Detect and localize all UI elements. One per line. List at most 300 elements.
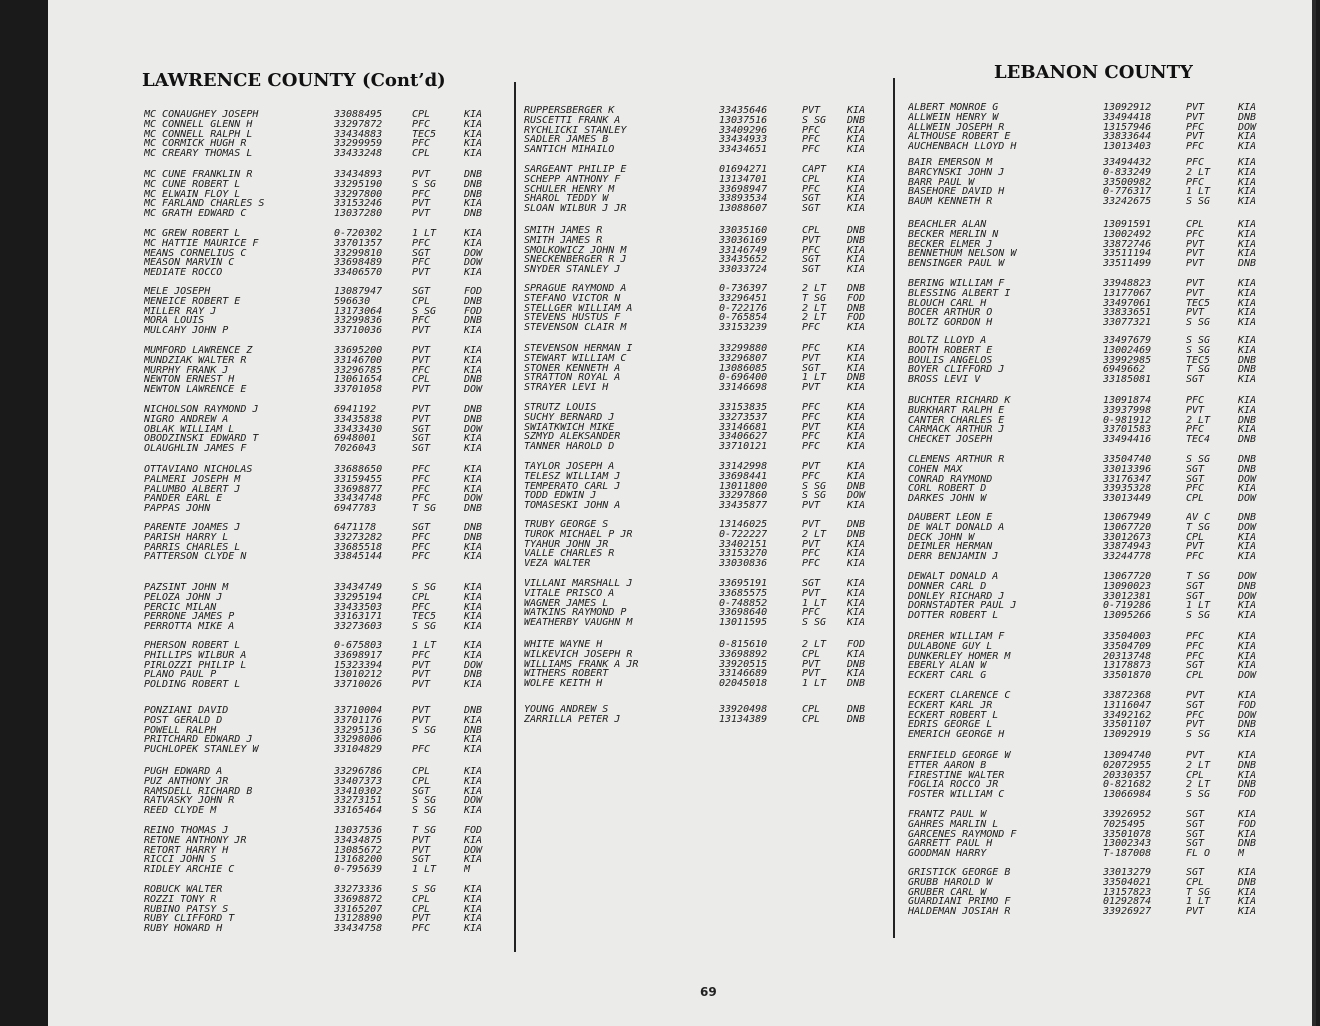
service-number: 33710004 — [334, 706, 383, 716]
soldier-name: GUARDIANI PRIMO F — [908, 897, 1011, 908]
soldier-name: FOSTER WILLIAM C — [908, 790, 1005, 801]
casualty-status: DNB — [1238, 455, 1257, 465]
service-number: 33153835 — [719, 403, 768, 413]
service-number: 13066984 — [1103, 790, 1152, 801]
casualty-status: FOD — [847, 313, 866, 324]
rank: S SG — [412, 725, 437, 736]
rank: SGT — [1186, 464, 1205, 475]
soldier-name: STEVENS HUSTUS F — [524, 313, 621, 324]
service-number: 33710121 — [719, 442, 768, 453]
casualty-status: KIA — [464, 650, 483, 661]
soldier-name: OBODZINSKI EDWARD T — [144, 434, 259, 445]
casualty-status: DNB — [847, 714, 866, 725]
service-number: 33701058 — [334, 385, 383, 396]
casualty-status: DNB — [1238, 780, 1257, 791]
casualty-status: DOW — [1238, 671, 1257, 682]
casualty-status: DNB — [847, 529, 866, 540]
casualty-status: DOW — [847, 491, 866, 502]
casualty-status: KIA — [464, 326, 483, 337]
soldier-name: PUCHLOPEK STANLEY W — [144, 745, 259, 756]
rank: PVT — [412, 414, 431, 425]
soldier-name: BOLTZ LLOYD A — [908, 336, 987, 346]
rank: 2 LT — [802, 529, 827, 540]
soldier-name: RUSCETTI FRANK A — [524, 115, 621, 126]
rank: PVT — [412, 845, 431, 856]
soldier-name: VEZA WALTER — [524, 559, 591, 570]
rank: PFC — [412, 365, 431, 376]
casualty-status: KIA — [464, 110, 483, 120]
soldier-name: CONRAD RAYMOND — [908, 474, 993, 485]
soldier-name: NIGRO ANDREW A — [144, 414, 229, 425]
soldier-name: MEASON MARVIN C — [144, 258, 235, 269]
rank: PFC — [802, 403, 821, 413]
soldier-name: BUCHTER RICHARD K — [908, 396, 1011, 406]
casualty-status: KIA — [1238, 158, 1257, 168]
rank: T SG — [1186, 572, 1211, 582]
service-number: 13134389 — [719, 714, 768, 725]
soldier-name: BENSINGER PAUL W — [908, 259, 1005, 270]
soldier-name: PIRLOZZI PHILIP L — [144, 660, 247, 671]
soldier-name: MENEICE ROBERT E — [144, 296, 241, 307]
soldier-name: CARMACK ARTHUR J — [908, 425, 1005, 436]
rank: 1 LT — [802, 373, 827, 384]
service-number: 33185081 — [1103, 375, 1152, 386]
casualty-status: DOW — [1238, 591, 1257, 602]
service-number: 33833644 — [1103, 132, 1152, 143]
casualty-status: KIA — [1238, 197, 1257, 208]
casualty-status: KIA — [464, 622, 483, 633]
service-number: 0-736397 — [719, 284, 768, 294]
casualty-status: KIA — [464, 641, 483, 651]
service-number: 6949662 — [1103, 365, 1146, 376]
service-number: 6471178 — [334, 523, 377, 533]
service-number: 20330357 — [1103, 770, 1152, 781]
soldier-name: DONNER CARL D — [908, 581, 987, 592]
casualty-status: KIA — [464, 904, 483, 915]
casualty-status: KIA — [847, 501, 866, 512]
rank: CPL — [412, 375, 431, 386]
casualty-status: KIA — [1238, 730, 1257, 741]
soldier-name: EMERICH GEORGE H — [908, 730, 1005, 741]
rank: S SG — [802, 481, 827, 492]
service-number: 33434651 — [719, 145, 768, 156]
soldier-name: SUCHY BERNARD J — [524, 412, 615, 423]
casualty-status: KIA — [847, 412, 866, 423]
soldier-name: MURPHY FRANK J — [144, 365, 229, 376]
service-number: 33688650 — [334, 465, 383, 475]
service-number: 33433430 — [334, 424, 383, 435]
service-number: 33695200 — [334, 346, 383, 356]
service-number: 13085672 — [334, 845, 383, 856]
soldier-name: MELE JOSEPH — [144, 287, 211, 297]
rank: S SG — [412, 583, 437, 593]
service-number: 33434758 — [334, 924, 383, 935]
soldier-name: TAYLOR JOSEPH A — [524, 462, 615, 472]
service-number: 13067949 — [1103, 513, 1152, 523]
rank: FL O — [1186, 849, 1211, 860]
service-number: 01694271 — [719, 165, 768, 175]
rank: PFC — [412, 465, 431, 475]
casualty-status: KIA — [464, 776, 483, 787]
soldier-name: CANTER CHARLES E — [908, 415, 1005, 426]
rank: PFC — [412, 602, 431, 613]
casualty-status: DNB — [1238, 839, 1257, 850]
service-number: 33410302 — [334, 786, 383, 797]
casualty-status: KIA — [847, 106, 866, 116]
rank: PFC — [412, 542, 431, 553]
soldier-name: ALBERT MONROE G — [908, 103, 999, 113]
casualty-status: FOD — [1238, 700, 1257, 711]
service-number: 13002492 — [1103, 229, 1152, 240]
soldier-name: MC GREW ROBERT L — [144, 229, 241, 239]
column-divider-right — [893, 78, 895, 938]
service-number: 0-821682 — [1103, 780, 1152, 791]
service-number: 33273151 — [334, 796, 383, 807]
rank: PFC — [412, 924, 431, 935]
casualty-status: DNB — [847, 520, 866, 530]
soldier-name: VILLANI MARSHALL J — [524, 579, 633, 589]
service-number: 33142998 — [719, 462, 768, 472]
casualty-status: KIA — [464, 745, 483, 756]
service-number: 33153246 — [334, 199, 383, 210]
rank: 2 LT — [802, 313, 827, 324]
soldier-name: REINO THOMAS J — [144, 826, 229, 836]
casualty-status: KIA — [847, 442, 866, 453]
service-number: 13091591 — [1103, 220, 1152, 230]
service-number: 33701357 — [334, 238, 383, 249]
casualty-status: KIA — [1238, 239, 1257, 250]
soldier-name: BENNETHUM NELSON W — [908, 249, 1017, 260]
casualty-status: KIA — [1238, 336, 1257, 346]
casualty-status: DNB — [464, 170, 483, 180]
service-number: 13134701 — [719, 174, 768, 185]
rank: PFC — [1186, 710, 1205, 721]
soldier-name: PONZIANI DAVID — [144, 706, 229, 716]
service-number: 33297800 — [334, 189, 383, 200]
service-number: 33153239 — [719, 323, 768, 334]
soldier-name: TEMPERATO CARL J — [524, 481, 621, 492]
casualty-status: KIA — [1238, 167, 1257, 178]
casualty-status: KIA — [1238, 396, 1257, 406]
rank: PVT — [1186, 112, 1205, 123]
rank: S SG — [1186, 197, 1211, 208]
soldier-name: OTTAVIANO NICHOLAS — [144, 465, 253, 475]
rank: PFC — [802, 412, 821, 423]
casualty-status: KIA — [847, 669, 866, 680]
service-number: 33297872 — [334, 119, 383, 130]
rank: PFC — [412, 494, 431, 505]
casualty-status: DNB — [1238, 760, 1257, 771]
soldier-name: MORA LOUIS — [144, 316, 205, 327]
soldier-name: MC CREARY THOMAS L — [144, 149, 253, 160]
soldier-name: PRITCHARD EDWARD J — [144, 735, 253, 746]
service-number: 33435838 — [334, 414, 383, 425]
soldier-name: RETONE ANTHONY JR — [144, 835, 247, 846]
soldier-name: EDRIS GEORGE L — [908, 720, 993, 731]
soldier-name: PALUMBO ALBERT J — [144, 484, 241, 495]
rank: CPL — [1186, 494, 1205, 505]
rank: CPL — [412, 904, 431, 915]
soldier-name: ROZZI TONY R — [144, 894, 217, 905]
rank: PVT — [412, 706, 431, 716]
service-number: 0-795639 — [334, 865, 383, 876]
casualty-status: DNB — [464, 523, 483, 533]
service-number: 33926952 — [1103, 810, 1152, 820]
casualty-status: DOW — [464, 424, 483, 435]
rank: PFC — [802, 471, 821, 482]
service-number: 33492162 — [1103, 710, 1152, 721]
service-number: 33698640 — [719, 608, 768, 619]
rank: PVT — [412, 199, 431, 210]
service-number: 33273603 — [334, 622, 383, 633]
soldier-name: NICHOLSON RAYMOND J — [144, 405, 259, 415]
casualty-status: KIA — [1238, 308, 1257, 319]
service-number: 33433248 — [334, 149, 383, 160]
service-number: 33296807 — [719, 353, 768, 364]
service-number: 33511194 — [1103, 249, 1152, 260]
soldier-name: PERROTTA MIKE A — [144, 622, 235, 633]
rank: PFC — [802, 184, 821, 195]
soldier-name: STEWART WILLIAM C — [524, 353, 627, 364]
casualty-status: DNB — [464, 296, 483, 307]
rank: PFC — [1186, 142, 1205, 153]
rank: PVT — [802, 539, 821, 550]
service-number: 33501107 — [1103, 720, 1152, 731]
rank: PVT — [802, 588, 821, 599]
soldier-name: BOLTZ GORDON H — [908, 318, 993, 329]
soldier-name: GAHRES MARLIN L — [908, 819, 999, 830]
casualty-status: DOW — [464, 796, 483, 807]
service-number: 6947783 — [334, 504, 377, 515]
soldier-name: PANDER EARL E — [144, 494, 223, 505]
rank: SGT — [1186, 375, 1205, 386]
casualty-status: KIA — [1238, 887, 1257, 898]
soldier-name: BECKER ELMER J — [908, 239, 993, 250]
soldier-name: ZARRILLA PETER J — [524, 714, 621, 725]
casualty-status: KIA — [464, 767, 483, 777]
soldier-name: BURKHART RALPH E — [908, 405, 1005, 416]
rank: AV C — [1186, 513, 1211, 523]
casualty-status: KIA — [464, 592, 483, 603]
rank: 2 LT — [802, 284, 827, 294]
service-number: 7025495 — [1103, 819, 1146, 830]
casualty-status: DNB — [464, 532, 483, 543]
rank: T SG — [1186, 365, 1211, 376]
soldier-name: DE WALT DONALD A — [908, 522, 1005, 533]
rank: PFC — [412, 119, 431, 130]
casualty-status: KIA — [464, 552, 483, 563]
service-number: 33165207 — [334, 904, 383, 915]
soldier-name: SANTICH MIHAILO — [524, 145, 615, 156]
rank: PVT — [412, 346, 431, 356]
soldier-name: DECK JOHN W — [908, 532, 975, 543]
service-number: 33698489 — [334, 258, 383, 269]
soldier-name: MC CUNE FRANKLIN R — [144, 170, 253, 180]
soldier-name: WAGNER JAMES L — [524, 598, 609, 609]
casualty-status: KIA — [464, 924, 483, 935]
soldier-name: SPRAGUE RAYMOND A — [524, 284, 627, 294]
service-number: 0-776317 — [1103, 187, 1152, 198]
rank: PVT — [1186, 259, 1205, 270]
service-number: 33504021 — [1103, 877, 1152, 888]
casualty-status: KIA — [1238, 142, 1257, 153]
rank: SGT — [412, 287, 431, 297]
soldier-name: MILLER RAY J — [144, 306, 217, 317]
service-number: 33920515 — [719, 659, 768, 670]
soldier-name: RAMSDELL RICHARD B — [144, 786, 253, 797]
rank: SGT — [1186, 661, 1205, 672]
casualty-status: KIA — [1238, 279, 1257, 289]
soldier-name: WITHERS ROBERT — [524, 669, 609, 680]
soldier-name: MUNDZIAK WALTER R — [144, 355, 247, 366]
soldier-name: MEANS CORNELIUS C — [144, 248, 247, 259]
casualty-status: KIA — [1238, 868, 1257, 878]
rank: CPL — [412, 776, 431, 787]
casualty-status: KIA — [847, 649, 866, 660]
service-number: 13091874 — [1103, 396, 1152, 406]
casualty-status: DNB — [1238, 112, 1257, 123]
casualty-status: DOW — [1238, 474, 1257, 485]
casualty-status: M — [464, 865, 471, 876]
service-number: 33494418 — [1103, 112, 1152, 123]
casualty-status: DOW — [464, 845, 483, 856]
casualty-status: FOD — [1238, 819, 1257, 830]
casualty-status: KIA — [1238, 177, 1257, 188]
service-number: 33013396 — [1103, 464, 1152, 475]
service-number: 13177067 — [1103, 288, 1152, 299]
casualty-status: DNB — [464, 179, 483, 190]
casualty-status: DNB — [464, 405, 483, 415]
soldier-name: ECKERT KARL JR — [908, 700, 993, 711]
soldier-name: SNECKENBERGER R J — [524, 255, 627, 266]
casualty-status: KIA — [464, 583, 483, 593]
soldier-name: RATVASKY JOHN R — [144, 796, 235, 807]
casualty-status: KIA — [847, 323, 866, 334]
casualty-status: KIA — [1238, 229, 1257, 240]
service-number: 33893534 — [719, 194, 768, 205]
rank: PVT — [412, 660, 431, 671]
soldier-name: BROSS LEVI V — [908, 375, 981, 386]
casualty-status: KIA — [847, 135, 866, 146]
title-lawrence-county: LAWRENCE COUNTY (Cont’d) — [142, 70, 446, 91]
rank: PVT — [1186, 691, 1205, 701]
soldier-name: MULCAHY JOHN P — [144, 326, 229, 337]
rank: PFC — [412, 189, 431, 200]
service-number: 33698892 — [719, 649, 768, 660]
rank: 2 LT — [1186, 167, 1211, 178]
service-number: 33295190 — [334, 179, 383, 190]
service-number: 01292874 — [1103, 897, 1152, 908]
casualty-status: KIA — [847, 422, 866, 433]
casualty-status: DNB — [1238, 259, 1257, 270]
casualty-status: KIA — [1238, 298, 1257, 309]
rank: SGT — [802, 363, 821, 374]
service-number: 13086085 — [719, 363, 768, 374]
service-number: 33013449 — [1103, 494, 1152, 505]
casualty-status: KIA — [1238, 425, 1257, 436]
service-number: 33012673 — [1103, 532, 1152, 543]
rank: S SG — [1186, 455, 1211, 465]
service-number: 33012381 — [1103, 591, 1152, 602]
service-number: 33434875 — [334, 835, 383, 846]
rank: PVT — [1186, 239, 1205, 250]
service-number: 13002469 — [1103, 345, 1152, 356]
soldier-name: PALMERI JOSEPH M — [144, 474, 241, 485]
rank: TEC5 — [1186, 298, 1211, 309]
service-number: 33104829 — [334, 745, 383, 756]
casualty-status: KIA — [464, 365, 483, 376]
rank: S SG — [412, 622, 437, 633]
service-number: 33935328 — [1103, 484, 1152, 495]
rank: PFC — [412, 532, 431, 543]
rank: 1 LT — [412, 229, 437, 239]
rank: PVT — [412, 670, 431, 681]
service-number: 13013403 — [1103, 142, 1152, 153]
soldier-name: WILKEVICH JOSEPH R — [524, 649, 633, 660]
soldier-name: MC CUNE ROBERT L — [144, 179, 241, 190]
soldier-name: BOCER ARTHUR O — [908, 308, 993, 319]
service-number: 33497061 — [1103, 298, 1152, 309]
rank: S SG — [1186, 345, 1211, 356]
rank: S SG — [412, 806, 437, 817]
rank: PVT — [1186, 308, 1205, 319]
soldier-name: STRUTZ LOUIS — [524, 403, 597, 413]
casualty-status: KIA — [1238, 345, 1257, 356]
soldier-name: CHECKET JOSEPH — [908, 435, 993, 446]
rank: PFC — [412, 316, 431, 327]
casualty-status: DOW — [464, 494, 483, 505]
service-number: 33035160 — [719, 226, 768, 236]
soldier-name: GARRETT PAUL H — [908, 839, 993, 850]
soldier-name: SWIATKWICH MIKE — [524, 422, 615, 433]
service-number: 0-696400 — [719, 373, 768, 384]
rank: PFC — [412, 484, 431, 495]
soldier-name: SNYDER STANLEY J — [524, 265, 621, 276]
soldier-name: MC ELWAIN FLOY L — [144, 189, 241, 200]
soldier-name: DONLEY RICHARD J — [908, 591, 1005, 602]
service-number: 33701176 — [334, 715, 383, 726]
casualty-status: DNB — [847, 705, 866, 715]
casualty-status: KIA — [464, 484, 483, 495]
casualty-status: KIA — [847, 165, 866, 175]
title-lebanon-county: LEBANON COUNTY — [994, 62, 1193, 83]
casualty-status: KIA — [1238, 375, 1257, 386]
service-number: 33920498 — [719, 705, 768, 715]
soldier-name: COHEN MAX — [908, 464, 963, 475]
casualty-status: DNB — [464, 670, 483, 681]
soldier-name: AUCHENBACH LLOYD H — [908, 142, 1017, 153]
rank: SGT — [1186, 581, 1205, 592]
casualty-status: KIA — [847, 539, 866, 550]
service-number: 33494432 — [1103, 158, 1152, 168]
rank: PFC — [1186, 396, 1205, 406]
rank: 1 LT — [1186, 601, 1211, 612]
rank: PFC — [1186, 425, 1205, 436]
soldier-name: BOULIS ANGELOS — [908, 355, 993, 366]
soldier-name: SARGEANT PHILIP E — [524, 165, 627, 175]
service-number: 13090023 — [1103, 581, 1152, 592]
casualty-status: KIA — [1238, 632, 1257, 642]
rank: T SG — [412, 504, 437, 515]
service-number: 13128890 — [334, 914, 383, 925]
service-number: 0-720302 — [334, 229, 383, 239]
casualty-status: DOW — [1238, 522, 1257, 533]
casualty-status: KIA — [847, 363, 866, 374]
soldier-name: RUBY CLIFFORD T — [144, 914, 235, 925]
rank: SGT — [802, 204, 821, 215]
soldier-name: DULABONE GUY L — [908, 641, 993, 652]
casualty-status: KIA — [847, 184, 866, 195]
